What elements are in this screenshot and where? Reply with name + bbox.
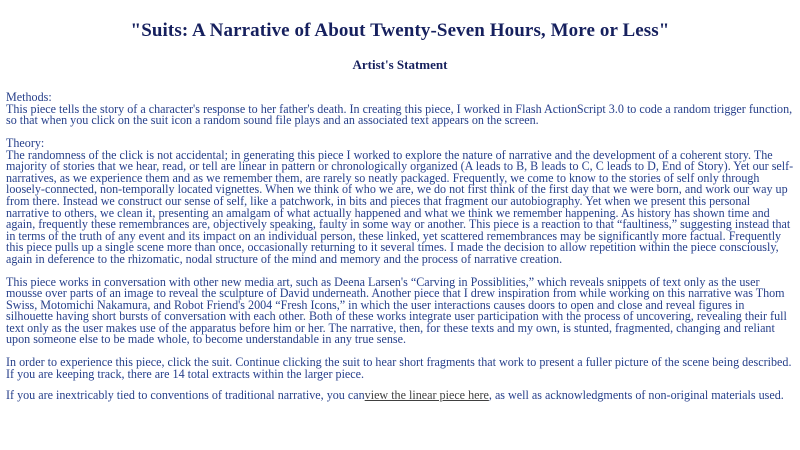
footer-paragraph [6,390,794,402]
linear-piece-link[interactable]: view the linear piece here [364,388,489,403]
document-body [6,72,794,402]
theory-paragraph-2: This piece works in conversation with other new media art, such as Deena Larsen's “Carving in Possiblities,” which reveals snippets of text only as the user mousse over parts of an image to reveal the sculpture of David underneath. Another piece that I drew inspiration from while working on this narrative was Thom Swiss, Motomichi Nakamura, and Robot Friend's 2004 “Fresh Icons,” in which the user interactions causes doors to open and close and reveal figures in silhouette having short bursts of conversation with each other. Both of these works integrate user participation with the process of uncovering, revealing their full text only as the user makes use of the apparatus before him or her. The narrative, then, for these texts and my own, is stunted, fragmented, changing and reliant upon someone else to be made whole, to become understandable in any true sense. [6,274,787,347]
page-subtitle: Artist's Statment [352,56,448,72]
instructions-paragraph: In order to experience this piece, click the suit. Continue clicking the suit to hear short fragments that work to present a fuller picture of the scene being described. If you are keeping track, there are 14 total extracts within the larger piece. [6,355,792,381]
methods-section-label: Methods: [6,90,52,105]
page-title: "Suits: A Narrative of About Twenty-Seven Hours, More or Less" [130,20,670,41]
footer-text-after-link: , as well as acknowledgments of non-original materials used. [488,388,784,403]
methods-paragraph: This piece tells the story of a character's response to her father's death. In creating this piece, I worked in Flash ActionScript 3.0 to code a random trigger function, so that when you click on the suit icon a random sound file plays and an associated text appears on the screen. [6,101,793,128]
theory-paragraph-1: The randomness of the click is not accidental; in generating this piece I worked to explore the nature of narrative and the development of a coherent story. The majority of stories that we hear, read, or tell are linear in pattern or chronologically organized (A leads to B, B leads to C, C leads to D, End of Story). Yet our self-narratives, as we experience them and as we remember them, are rarely so neatly packaged. Frequently, we come to know to the stories of self only through loosely-connected, non-temporally located vignettes. When we think of who we are, we do not first think of the first day that we were born, and work our way up from there. Instead we construct our sense of self, like a patchwork, in bits and pieces that fragment our autobiography. Yet when we present this personal narrative to others, we clean it, presenting an amalgam of what actually happened and what we think we remember happening. As history has shown time and again, frequently these remembrances are, objectively speaking, faulty in some way or another. This piece is a reaction to that “faultiness,” suggesting instead that in terms of the truth of any event and its impact on an individual person, these linked, yet scattered remembrances may be significantly more factual. Frequently this piece pulls up a single scene more than once, occasionally returning to it several times. I made the decision to allow repetition within the piece consciously, again in deference to the rhizomatic, nodal structure of the mind and memory and the process of narrative creation. [6,147,794,266]
theory-section-label: Theory: [6,135,45,150]
paragraph-spacer [6,127,794,138]
footer-text-before-link: If you are inextricably tied to conventions of traditional narrative, you can [6,388,365,403]
